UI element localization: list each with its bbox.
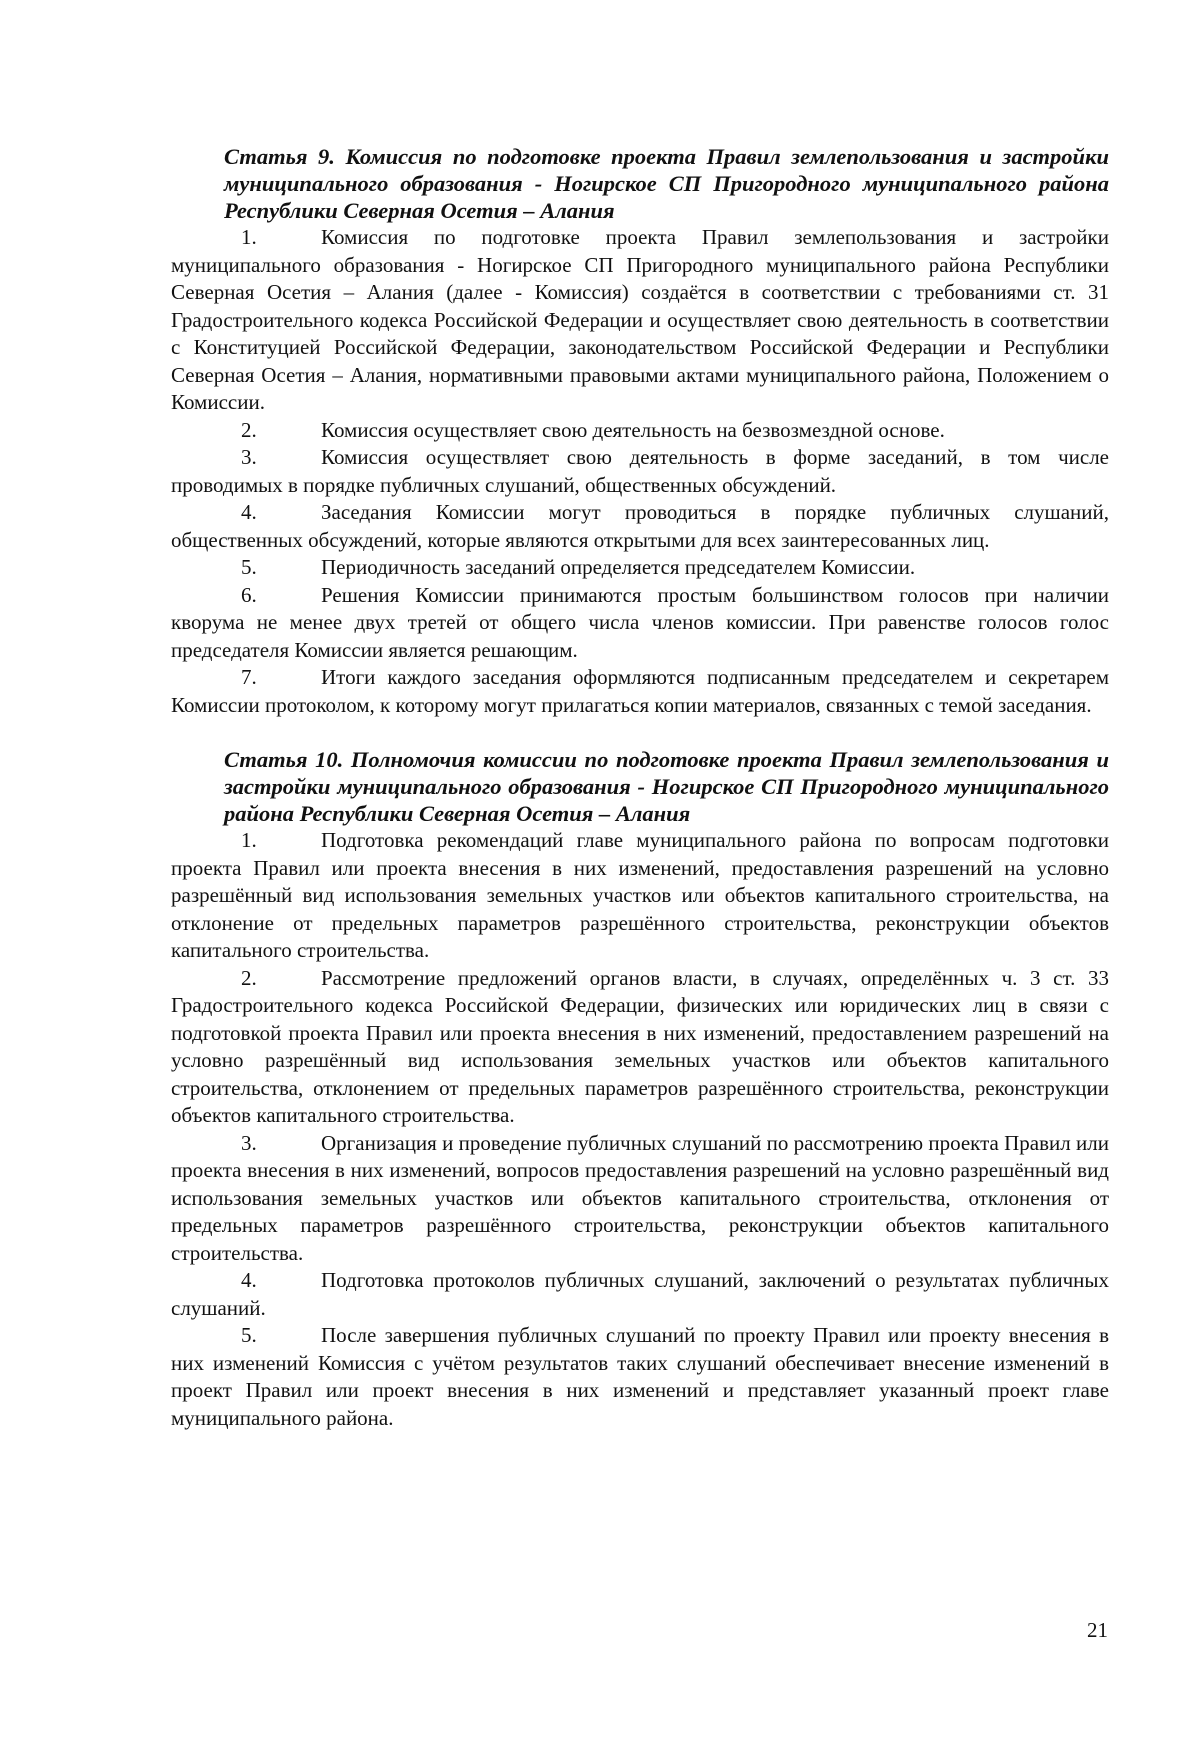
item-text: Подготовка рекомендаций главе муниципального района по вопросам подготовки проекта Правил или проекта внесения в них изменений, предоставления разрешений на условно разрешённый вид использования земельных участков или объектов капитального строительства, на отклонение от предельных параметров разрешённого строительства, реконструкции объектов капитального строительства. xyxy=(171,828,1109,962)
article-10-item-3 xyxy=(171,1130,1109,1268)
section-spacer xyxy=(171,719,1109,746)
item-number: 1. xyxy=(241,828,257,852)
article-10-item-1 xyxy=(171,827,1109,965)
item-text: Комиссия по подготовке проекта Правил землепользования и застройки муниципального образования - Ногирское СП Пригородного муниципального района Республики Северная Осетия – Алания (далее - Комиссия) создаётся в соответствии с требованиями ст. 31 Градостроительного кодекса Российской Федерации и осуществляет свою деятельность в соответствии с Конституцией Российской Федерации, законодательством Российской Федерации и Республики Северная Осетия – Алания, нормативными правовыми актами муниципального района, Положением о Комиссии. xyxy=(171,225,1109,414)
article-10-heading: Статья 10. Полномочия комиссии по подготовке проекта Правил землепользования и застройки муниципального образования - Ногирское СП Пригородного муниципального района Республики Северная Осетия – Алания xyxy=(224,747,1109,826)
item-number: 2. xyxy=(241,965,257,990)
item-text: Заседания Комиссии могут проводиться в порядке публичных слушаний, общественных обсуждений, которые являются открытыми для всех заинтересованных лиц. xyxy=(171,500,1109,552)
article-9-item-7 xyxy=(171,664,1109,719)
article-9-item-5 xyxy=(171,554,1109,582)
item-number: 4. xyxy=(241,500,257,524)
item-text: Комиссия осуществляет свою деятельность в форме заседаний, в том числе проводимых в порядке публичных слушаний, общественных обсуждений. xyxy=(171,445,1109,497)
item-text: Комиссия осуществляет свою деятельность на безвозмездной основе. xyxy=(321,417,945,442)
article-10-item-4 xyxy=(171,1267,1109,1322)
item-number: 6. xyxy=(241,582,257,607)
item-text: Рассмотрение предложений органов власти, в случаях, определённых ч. 3 ст. 33 Градостроительного кодекса Российской Федерации, физических или юридических лиц в связи с подготовкой проекта Правил или проекта внесения в них изменений, предоставлением разрешений на условно разрешённый вид использования земельных участков или объектов капитального строительства, отклонением от предельных параметров разрешённого строительства, реконструкции объектов капитального строительства. xyxy=(171,965,1109,1127)
item-number: 2. xyxy=(241,417,257,442)
page-number: 21 xyxy=(1087,1618,1108,1642)
article-9-heading: Статья 9. Комиссия по подготовке проекта Правил землепользования и застройки муниципального образования - Ногирское СП Пригородного муниципального района Республики Северная Осетия – Алания xyxy=(224,144,1109,223)
article-10-item-2 xyxy=(171,965,1109,1130)
item-number: 1. xyxy=(241,225,257,249)
item-text: Решения Комиссии принимаются простым большинством голосов при наличии кворума не менее двух третей от общего числа членов комиссии. При равенстве голосов голос председателя Комиссии является решающим. xyxy=(171,582,1109,662)
item-number: 5. xyxy=(241,555,257,579)
article-9-item-4 xyxy=(171,499,1109,554)
article-9-item-6 xyxy=(171,582,1109,665)
item-text: Итоги каждого заседания оформляются подписанным председателем и секретарем Комиссии протоколом, к которому могут прилагаться копии материалов, связанных с темой заседания. xyxy=(171,665,1109,717)
item-text: Периодичность заседаний определяется председателем Комиссии. xyxy=(321,555,916,579)
item-number: 5. xyxy=(241,1323,257,1347)
item-number: 3. xyxy=(241,445,257,469)
article-9-item-1 xyxy=(171,224,1109,417)
item-text: Подготовка протоколов публичных слушаний, заключений о результатах публичных слушаний. xyxy=(171,1268,1109,1320)
article-10-item-5 xyxy=(171,1322,1109,1432)
item-text: Организация и проведение публичных слушаний по рассмотрению проекта Правил или проекта внесения в них изменений, вопросов предоставления разрешений на условно разрешённый вид использования земельных участков или объектов капитального строительства, отклонения от предельных параметров разрешённого строительства, реконструкции объектов капитального строительства. xyxy=(171,1130,1109,1265)
document-page xyxy=(171,143,1109,1432)
article-9-item-2 xyxy=(171,417,1109,445)
item-number: 4. xyxy=(241,1268,257,1292)
item-number: 7. xyxy=(241,665,257,689)
item-number: 3. xyxy=(241,1130,257,1155)
item-text: После завершения публичных слушаний по проекту Правил или проекту внесения в них изменений Комиссия с учётом результатов таких слушаний обеспечивает внесение изменений в проект Правил или проект внесения в них изменений и представляет указанный проект главе муниципального района. xyxy=(171,1323,1109,1430)
article-9-item-3 xyxy=(171,444,1109,499)
